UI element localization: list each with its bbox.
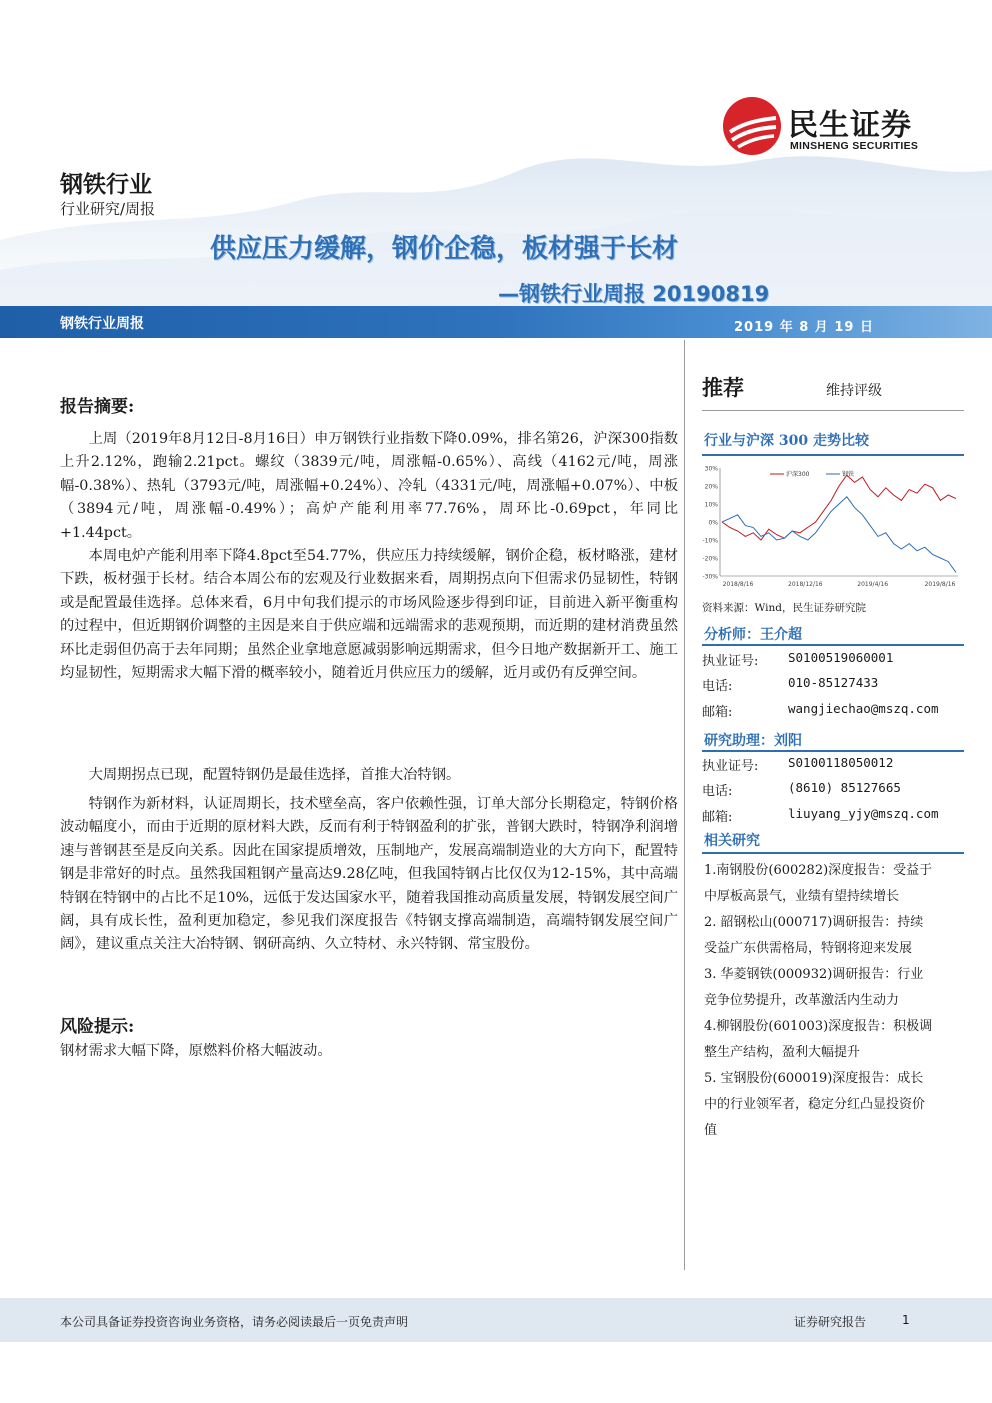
related-rule — [702, 852, 964, 854]
chart-x-tick-label: 2018/12/16 — [788, 581, 823, 588]
chart-y-tick-label: -10% — [702, 537, 718, 545]
company-logo — [722, 96, 962, 160]
summary-paragraph-4: 特钢作为新材料，认证周期长，技术壁垒高，客户依赖性强，订单大部分长期稳定，特钢价格波动幅度小，而由于近期的原材料大跌，反而有利于特钢盈利的扩张，普钢大跌时，特钢净利润增速与普钢甚至是反向关系。因此在国家提质增效，压制地产，发展高端制造业的大方向下，配置特钢是非常好的时点。虽然我国粗钢产量高达9.28亿吨，但我国特钢占比仅仅为12-15%，其中高端特钢在特钢中的占比不足10%，远低于发达国家水平，随着我国推动高质量发展，特钢发展空间广阔，具有成长性，盈利更加稳定，参见我们深度报告《特钢支撑高端制造，高端特钢发展空间广阔》，建议重点关注大冶特钢、钢研高纳、久立特材、永兴特钢、常宝股份。 — [60, 796, 678, 953]
analyst-email — [702, 701, 964, 721]
analyst-license — [702, 650, 964, 670]
page-number: 1 — [902, 1313, 910, 1327]
summary-paragraph-1: 上周（2019年8月12日-8月16日）申万钢铁行业指数下降0.09%，排名第26，沪深300指数上升2.12%，跑输2.21pct。螺纹（3839元/吨，周涨幅-0.65%）、高线（4162元/吨，周涨幅-0.38%）、热轧（3793元/吨，周涨幅+0.24%）、冷轧（4331元/吨，周涨幅+0.07%）、中板（3894元/吨，周涨幅-0.49%）；高炉产能利用率77.76%，周环比-0.69pct，年同比+1.44pct。 — [60, 431, 678, 541]
related-item[interactable]: 3. 华菱钢铁(000932)调研报告：行业 — [704, 967, 924, 982]
chart-series-line — [722, 497, 956, 573]
rating-label: 维持评级 — [826, 383, 882, 399]
related-item[interactable]: 4.柳钢股份(601003)深度报告：积极调 — [704, 1019, 933, 1034]
chart-x-tick-label: 2019/8/16 — [924, 581, 956, 588]
chart-y-tick-label: 20% — [704, 483, 718, 491]
analyst-license-label: 执业证号: — [702, 654, 759, 669]
related-item[interactable]: 1.南钢股份(600282)深度报告：受益于 — [704, 863, 933, 878]
analyst-rule — [702, 644, 964, 646]
related-item[interactable]: 中厚板高景气，业绩有望持续增长 — [704, 889, 900, 904]
related-list — [704, 858, 962, 1144]
summary-heading: 报告摘要: — [60, 397, 135, 417]
column-divider — [684, 340, 685, 1270]
report-subtitle: —钢铁行业周报 20190819 — [498, 282, 770, 306]
chart-y-tick-label: -30% — [702, 573, 718, 581]
risk-heading: 风险提示: — [60, 1017, 135, 1037]
analyst-phone — [702, 675, 964, 695]
related-item[interactable]: 5. 宝钢股份(600019)深度报告：成长 — [704, 1071, 924, 1086]
assistant-phone — [702, 780, 964, 800]
assistant-email — [702, 806, 964, 826]
report-title: 供应压力缓解，钢价企稳，板材强于长材 — [210, 234, 679, 264]
trend-chart — [700, 462, 964, 594]
chart-source: 资料来源：Wind，民生证券研究院 — [702, 602, 866, 614]
assistant-license-label: 执业证号: — [702, 759, 759, 774]
chart-y-tick-label: 30% — [704, 465, 718, 473]
report-type: 行业研究/周报 — [60, 200, 156, 218]
chart-heading: 行业与沪深 300 走势比较 — [704, 433, 869, 449]
footer-disclaimer: 本公司具备证券投资咨询业务资格，请务必阅读最后一页免责声明 — [60, 1315, 409, 1329]
related-item[interactable]: 受益广东供需格局，特钢将迎来发展 — [704, 941, 913, 956]
related-item[interactable]: 2. 韶钢松山(000717)调研报告：持续 — [704, 915, 924, 930]
analyst-email-value[interactable]: wangjiechao@mszq.com — [788, 701, 939, 716]
analyst-license-value: S0100519060001 — [788, 650, 894, 665]
recommendation: 推荐 — [702, 375, 744, 400]
summary-paragraph-2: 本周电炉产能利用率下降4.8pct至54.77%，供应压力持续缓解，钢价企稳，板材略涨，建材下跌，板材强于长材。结合本周公布的宏观及行业数据来看，周期拐点向下但需求仍显韧性，特钢或是配置最佳选择。总体来看，6月中旬我们提示的市场风险逐步得到印证，目前进入新平衡重构的过程中，但近期钢价调整的主因是来自于供应端和远端需求的悲观预期，而近期的建材消费虽然环比走弱但仍高于去年同期；虽然企业拿地意愿减弱影响远期需求，但今日地产数据新开工、施工均显韧性，短期需求大幅下滑的概率较小，随着近月供应压力的缓解，近月或仍有反弹空间。 — [60, 548, 678, 682]
chart-x-tick-label: 2018/8/16 — [722, 581, 754, 588]
chart-heading-rule — [702, 454, 964, 456]
chart-y-tick-label: -20% — [702, 555, 718, 563]
logo-cn-text: 民生证券 — [788, 108, 912, 143]
chart-legend-label: 沪深300 — [786, 471, 810, 478]
assistant-phone-label: 电话: — [702, 784, 733, 799]
rec-divider — [702, 410, 964, 411]
assistant-rule — [702, 750, 964, 752]
industry-name: 钢铁行业 — [60, 172, 152, 198]
summary-paragraph-3: 大周期拐点已现，配置特钢仍是最佳选择，首推大冶特钢。 — [88, 767, 461, 783]
logo-icon — [722, 96, 782, 156]
analyst-heading: 分析师：王介超 — [704, 627, 802, 643]
band-label: 钢铁行业周报 — [60, 316, 144, 332]
related-heading: 相关研究 — [704, 833, 760, 849]
logo-en-text: MINSHENG SECURITIES — [790, 140, 919, 152]
analyst-phone-value: 010-85127433 — [788, 675, 879, 690]
chart-x-tick-label: 2019/4/16 — [857, 581, 889, 588]
chart-y-tick-label: 0% — [708, 519, 718, 527]
assistant-email-label: 邮箱: — [702, 810, 733, 825]
analyst-email-label: 邮箱: — [702, 705, 733, 720]
risk-text: 钢材需求大幅下降，原燃料价格大幅波动。 — [60, 1043, 332, 1059]
related-item[interactable]: 整生产结构，盈利大幅提升 — [704, 1045, 861, 1060]
assistant-license-value: S0100118050012 — [788, 755, 894, 770]
related-item[interactable]: 值 — [704, 1123, 718, 1138]
report-date: 2019 年 8 月 19 日 — [734, 320, 874, 335]
analyst-phone-label: 电话: — [702, 679, 733, 694]
chart-legend-label: 钢铁 — [842, 471, 855, 478]
chart-y-tick-label: 10% — [704, 501, 718, 509]
chart-series-line — [722, 475, 956, 540]
related-item[interactable]: 竞争位势提升，改革激活内生动力 — [704, 993, 900, 1008]
footer-label: 证券研究报告 — [794, 1315, 867, 1329]
assistant-email-value[interactable]: liuyang_yjy@mszq.com — [788, 806, 939, 821]
related-item[interactable]: 中的行业领军者，稳定分红凸显投资价 — [704, 1097, 926, 1112]
assistant-heading: 研究助理：刘阳 — [704, 733, 802, 749]
assistant-phone-value: (8610) 85127665 — [788, 780, 901, 795]
assistant-license — [702, 755, 964, 775]
